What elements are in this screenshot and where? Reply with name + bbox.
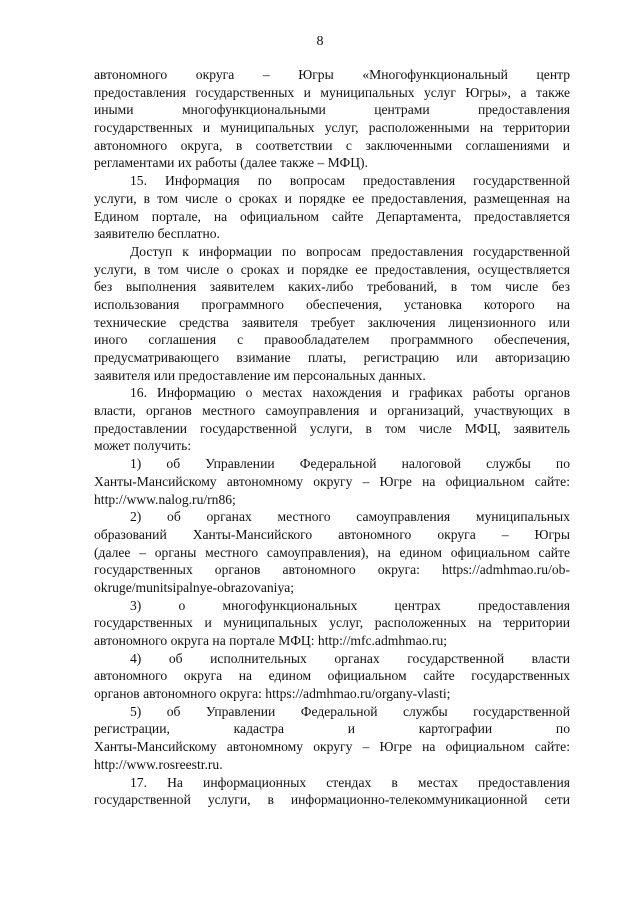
text-line: предоставлении государственной услуги, в том числе МФЦ, заявитель — [94, 420, 570, 436]
text-line: 2) об органах местного самоуправления муниципальных — [130, 509, 570, 525]
text-line: услуги, в том числе о сроках и порядке ее предоставления, размещенная на — [94, 190, 570, 206]
text-line: http://www.nalog.ru/rn86; — [94, 491, 236, 507]
text-line: 17. На информационных стендах в местах предоставления — [130, 774, 570, 790]
text-line: технические средства заявителя требует заключения лицензионного или — [94, 314, 570, 330]
text-line: власти, органов местного самоуправления и организаций, участвующих в — [94, 403, 570, 419]
text-line: регламентами их работы (далее также – МФЦ). — [94, 155, 368, 171]
page-number: 8 — [316, 34, 324, 49]
text-line: органов автономного округа: https://admhmao.ru/organy-vlasti; — [94, 686, 451, 702]
text-line: 1) об Управлении Федеральной налоговой службы по — [130, 456, 570, 472]
text-line: okruge/munitsipalnye-obrazovaniya; — [94, 579, 295, 595]
text-line: автономного округа – Югры «Многофункциональный центр — [94, 67, 570, 82]
text-line: государственной услуги, в информационно-телекоммуникационной сети — [94, 792, 570, 808]
body-text — [94, 66, 570, 809]
text-line: предоставления государственных и муниципальных услуг Югры», а также — [94, 84, 570, 100]
text-line: Ханты-Мансийскому автономному округу – Югре на официальном сайте: — [94, 473, 570, 489]
text-line: заявителю бесплатно. — [94, 226, 220, 242]
text-line: автономного округа на портале МФЦ: http://mfc.admhmao.ru; — [94, 633, 448, 648]
text-line: использования программного обеспечения, установка которого на — [94, 296, 570, 312]
text-line: 15. Информация по вопросам предоставления государственной — [130, 173, 570, 189]
text-line: иными многофункциональными центрами предоставления — [94, 102, 570, 118]
text-line: 4) об исполнительных органах государственной власти — [130, 650, 570, 666]
text-line: регистрации, кадастра и картографии по — [94, 721, 570, 737]
text-line: http://www.rosreestr.ru. — [94, 756, 223, 772]
text-line: 5) об Управлении Федеральной службы государственной — [130, 703, 570, 719]
text-line: 3) о многофункциональных центрах предоставления — [130, 597, 570, 613]
text-line: 16. Информацию о местах нахождения и графиках работы органов — [130, 385, 570, 401]
text-line: автономного округа, в соответствии с заключенными соглашениями и — [94, 137, 570, 153]
text-line: Едином портале, на официальном сайте Департамента, предоставляется — [94, 208, 570, 224]
text-line: услуги, в том числе о сроках и порядке ее предоставления, осуществляется — [94, 261, 570, 277]
text-line: государственных органов автономного округа: https://admhmao.ru/ob- — [94, 562, 570, 578]
text-line: государственных и муниципальных услуг, расположенными на территории — [94, 120, 570, 136]
text-line: предусматривающего взимание платы, регистрацию или авторизацию — [94, 350, 570, 365]
text-line: без выполнения заявителем каких-либо требований, в том числе без — [94, 279, 570, 295]
text-line: Доступ к информации по вопросам предоставления государственной — [130, 243, 570, 259]
text-line: (далее – органы местного самоуправления), на едином официальном сайте — [94, 544, 570, 560]
text-line: Ханты-Мансийскому автономному округу – Югре на официальном сайте: — [94, 739, 570, 755]
text-line: образований Ханты-Мансийского автономного округа – Югры — [94, 526, 570, 542]
text-line: государственных и муниципальных услуг, расположенных на территории — [94, 615, 570, 631]
text-line: заявителя или предоставление им персональных данных. — [94, 367, 426, 383]
text-line: иного соглашения с правообладателем программного обеспечения, — [94, 332, 570, 348]
text-line: автономного округа на едином официальном сайте государственных — [94, 668, 570, 684]
text-line: может получить: — [94, 438, 192, 454]
